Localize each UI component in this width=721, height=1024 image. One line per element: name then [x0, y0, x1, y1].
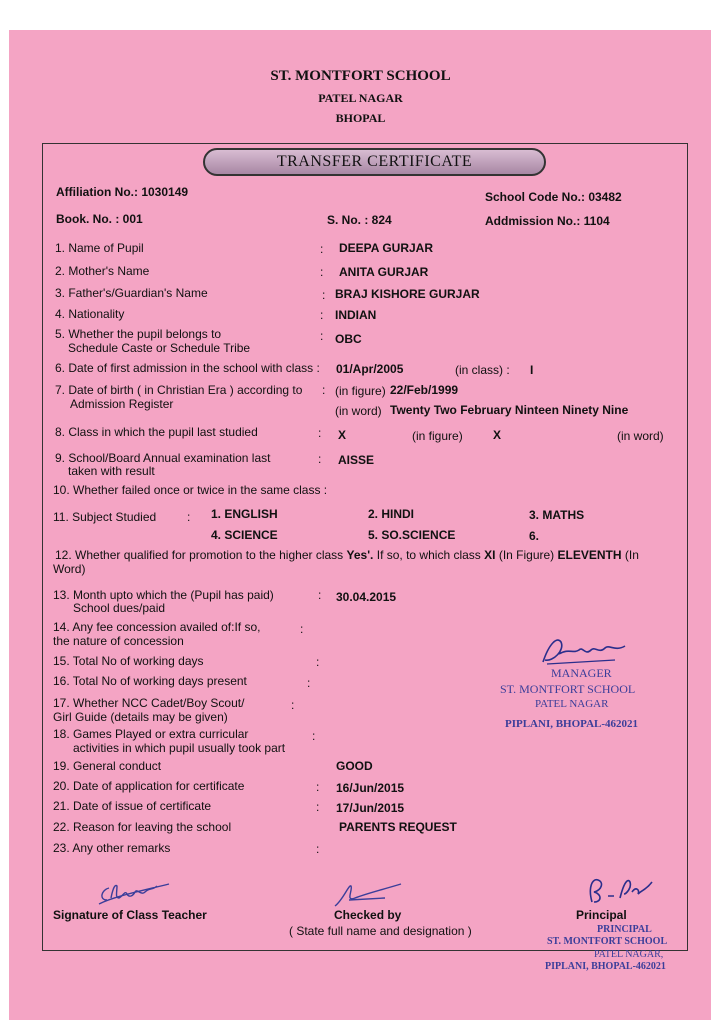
promotion-class-figure: XI [484, 548, 496, 562]
colon: : [312, 729, 316, 743]
class-label: (in class) : [455, 363, 510, 377]
colon: : [316, 780, 320, 794]
principal-stamp-title: PRINCIPAL [597, 924, 652, 935]
colon: : [187, 510, 191, 524]
admission-number: Addmission No.: 1104 [485, 214, 610, 228]
item-label: Girl Guide (details may be given) [53, 710, 228, 724]
colon: : [318, 588, 322, 602]
subject: 5. SO.SCIENCE [368, 528, 456, 542]
school-city: BHOPAL [335, 111, 386, 125]
item-label: 11. Subject Studied [53, 510, 157, 524]
item-label: 19. General conduct [53, 759, 162, 773]
class-teacher-signature [95, 878, 175, 906]
item-label: 3. Father's/Guardian's Name [55, 286, 208, 300]
item-label [55, 548, 639, 562]
word-label: (in word) [617, 429, 664, 443]
class-teacher-label: Signature of Class Teacher [53, 908, 207, 922]
subject: 1. ENGLISH [211, 507, 278, 521]
figure-label: (in figure) [412, 429, 463, 443]
promotion-class-word: ELEVENTH [557, 548, 622, 562]
dob-figure: 22/Feb/1999 [390, 383, 459, 397]
item-label: 9. School/Board Annual examination last [55, 451, 271, 465]
pupil-name: DEEPA GURJAR [339, 241, 434, 255]
application-date: 16/Jun/2015 [336, 781, 405, 795]
checked-by-label: Checked by [334, 908, 402, 922]
colon: : [320, 242, 324, 256]
figure-label: (in figure) [335, 384, 386, 398]
last-class-figure: X [338, 428, 347, 442]
subject: 2. HINDI [368, 507, 415, 521]
item-label: 4. Nationality [55, 307, 125, 321]
colon: : [320, 265, 324, 279]
principal-signature [580, 872, 660, 908]
last-class-word: X [493, 428, 502, 442]
item-label: Schedule Caste or Schedule Tribe [68, 341, 251, 355]
manager-signature [535, 632, 635, 668]
issue-date: 17/Jun/2015 [336, 801, 405, 815]
checker-signature [325, 878, 415, 910]
school-code: School Code No.: 03482 [485, 190, 622, 204]
item-label: 22. Reason for leaving the school [53, 820, 232, 834]
certificate-title: TRANSFER CERTIFICATE [203, 148, 546, 176]
item-label: 5. Whether the pupil belongs to [55, 327, 222, 341]
item-label: 8. Class in which the pupil last studied [55, 425, 258, 439]
principal-stamp-city: PIPLANI, BHOPAL-462021 [545, 961, 666, 972]
word-label: (in word) [335, 404, 382, 418]
admission-class: I [530, 363, 534, 377]
item-label: 14. Any fee concession availed of:If so, [53, 620, 261, 634]
school-name: ST. MONTFORT SCHOOL [270, 68, 451, 84]
dues-paid-month: 30.04.2015 [336, 590, 397, 604]
item-label: 18. Games Played or extra curricular [53, 727, 249, 741]
manager-stamp-area: PATEL NAGAR [535, 698, 609, 710]
principal-label: Principal [576, 908, 627, 922]
promotion-question: 12. Whether qualified for promotion to the higher class [55, 548, 344, 562]
item-label: 15. Total No of working days [53, 654, 204, 668]
serial-number: S. No. : 824 [327, 213, 392, 227]
colon: : [316, 655, 320, 669]
word-label: Word) [53, 562, 86, 576]
manager-stamp-school: ST. MONTFORT SCHOOL [500, 682, 636, 696]
item-label: School dues/paid [73, 601, 166, 615]
admission-date: 01/Apr/2005 [336, 362, 404, 376]
school-area: PATEL NAGAR [318, 91, 403, 105]
promotion-answer: Yes'. [346, 548, 374, 562]
colon: : [322, 288, 326, 302]
principal-stamp-area: PATEL NAGAR, [594, 949, 664, 960]
category: OBC [335, 332, 362, 346]
colon: : [316, 800, 320, 814]
subject: 4. SCIENCE [211, 528, 278, 542]
item-label: 20. Date of application for certificate [53, 779, 245, 793]
item-label: taken with result [68, 464, 155, 478]
item-label: 16. Total No of working days present [53, 674, 247, 688]
colon: : [300, 622, 304, 636]
word-label: (In [624, 548, 639, 562]
colon: : [320, 329, 324, 343]
affiliation-number: Affiliation No.: 1030149 [56, 185, 189, 199]
figure-label: (In Figure) [498, 548, 555, 562]
colon: : [318, 452, 322, 466]
colon: : [318, 426, 322, 440]
colon: : [291, 698, 295, 712]
colon: : [320, 308, 324, 322]
item-label: 2. Mother's Name [55, 264, 150, 278]
father-name: BRAJ KISHORE GURJAR [335, 287, 480, 301]
item-label: Admission Register [70, 397, 174, 411]
item-label: 10. Whether failed once or twice in the same class : [53, 483, 328, 497]
item-label: 23. Any other remarks [53, 841, 171, 855]
book-number: Book. No. : 001 [56, 212, 143, 226]
manager-stamp-city: PIPLANI, BHOPAL-462021 [505, 718, 639, 730]
item-label: 1. Name of Pupil [55, 241, 144, 255]
item-label: 21. Date of issue of certificate [53, 799, 212, 813]
colon: : [322, 383, 326, 397]
conduct: GOOD [336, 759, 373, 773]
item-label: 7. Date of birth ( in Christian Era ) according to [55, 383, 303, 397]
designation-note: ( State full name and designation ) [289, 924, 472, 938]
mother-name: ANITA GURJAR [339, 265, 429, 279]
exam-result: AISSE [338, 453, 375, 467]
subject: 3. MATHS [529, 508, 585, 522]
principal-stamp-school: ST. MONTFORT SCHOOL [547, 936, 668, 947]
manager-stamp-title: MANAGER [551, 666, 612, 680]
item-label: activities in which pupil usually took part [73, 741, 286, 755]
nationality: INDIAN [335, 308, 377, 322]
colon: : [307, 676, 311, 690]
item-label: 13. Month upto which the (Pupil has paid) [53, 588, 274, 602]
leaving-reason: PARENTS REQUEST [339, 820, 457, 834]
promotion-class-question: If so, to which class [376, 548, 481, 562]
item-label: the nature of concession [53, 634, 184, 648]
subject: 6. [529, 529, 540, 543]
item-label: 6. Date of first admission in the school with class : [55, 361, 320, 375]
colon: : [316, 842, 320, 856]
dob-word: Twenty Two February Ninteen Ninety Nine [390, 403, 629, 417]
item-label: 17. Whether NCC Cadet/Boy Scout/ [53, 696, 245, 710]
